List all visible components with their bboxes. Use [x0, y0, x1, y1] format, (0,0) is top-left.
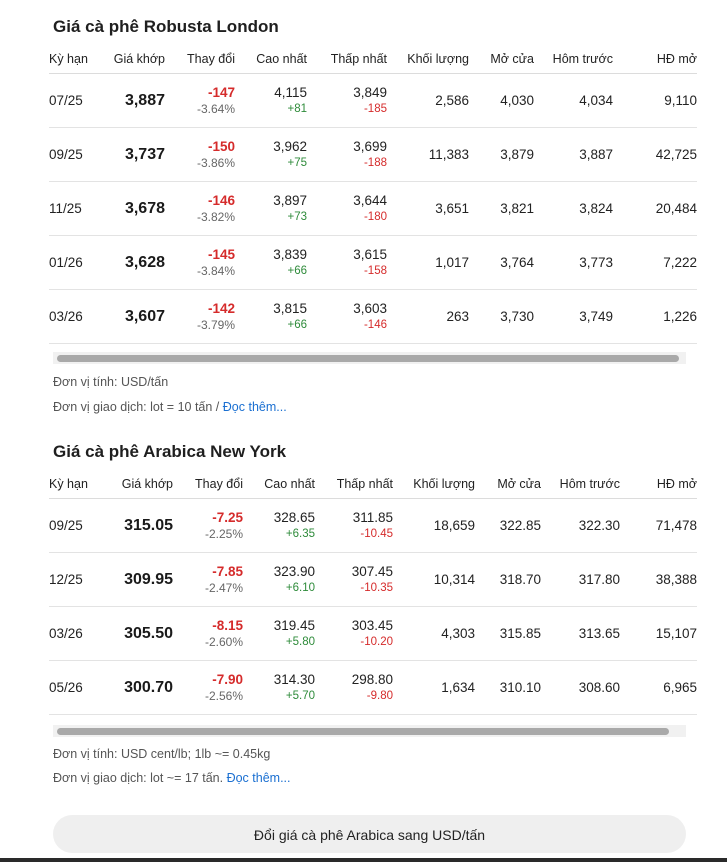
prev-cell: 3,749	[534, 290, 613, 344]
table-row	[49, 607, 697, 661]
change-value: -145	[207, 247, 235, 262]
low-diff: -10.35	[360, 582, 393, 594]
high-diff: +66	[287, 319, 307, 331]
low-cell	[307, 182, 387, 236]
high-cell	[243, 553, 315, 607]
oi-cell: 42,725	[613, 128, 697, 182]
oi-cell: 38,388	[620, 553, 697, 607]
open-cell: 318.70	[475, 553, 541, 607]
open-cell: 3,764	[469, 236, 534, 290]
term-cell: 05/26	[49, 661, 104, 715]
low-value: 3,615	[353, 247, 387, 262]
change-value: -8.15	[212, 618, 243, 633]
arabica-lot-text: Đơn vị giao dịch: lot ~= 17 tấn.	[53, 771, 227, 785]
table-row	[49, 499, 697, 553]
col-term: Kỳ hạn	[49, 45, 99, 74]
high-diff: +73	[287, 211, 307, 223]
table-row	[49, 182, 697, 236]
volume-cell: 18,659	[393, 499, 475, 553]
robusta-unit-note: Đơn vị tính: USD/tấn	[53, 375, 169, 389]
term-cell: 03/26	[49, 607, 104, 661]
volume-cell: 11,383	[387, 128, 469, 182]
change-cell	[165, 182, 235, 236]
high-value: 4,115	[274, 85, 307, 100]
robusta-title: Giá cà phê Robusta London	[53, 17, 279, 36]
table-row	[49, 128, 697, 182]
high-diff: +6.10	[285, 582, 315, 594]
high-cell	[235, 182, 307, 236]
robusta-read-more-link[interactable]: Đọc thêm...	[222, 400, 287, 414]
change-percent: -3.84%	[196, 264, 235, 278]
change-value: -7.25	[212, 510, 243, 525]
low-diff: -185	[363, 103, 387, 115]
oi-cell: 1,226	[613, 290, 697, 344]
oi-cell: 71,478	[620, 499, 697, 553]
prev-cell: 317.80	[541, 553, 620, 607]
low-value: 311.85	[352, 510, 393, 525]
table-row	[49, 236, 697, 290]
low-value: 3,644	[353, 193, 387, 208]
robusta-lot-note	[53, 400, 287, 414]
arabica-table-wrap[interactable]	[49, 470, 697, 715]
arabica-table	[49, 470, 697, 715]
high-diff: +66	[287, 265, 307, 277]
low-diff: -10.45	[360, 528, 393, 540]
oi-cell: 15,107	[620, 607, 697, 661]
oi-cell: 20,484	[613, 182, 697, 236]
high-value: 3,962	[273, 139, 307, 154]
low-diff: -180	[363, 211, 387, 223]
high-value: 3,897	[273, 193, 307, 208]
price-cell: 3,628	[99, 236, 165, 290]
change-cell	[165, 74, 235, 128]
open-cell: 310.10	[475, 661, 541, 715]
low-cell	[307, 236, 387, 290]
term-cell: 01/26	[49, 236, 99, 290]
term-cell: 11/25	[49, 182, 99, 236]
col-oi: HĐ mở	[620, 470, 697, 499]
price-cell: 3,737	[99, 128, 165, 182]
high-diff: +75	[287, 157, 307, 169]
change-cell	[173, 499, 243, 553]
table-row	[49, 74, 697, 128]
low-value: 298.80	[351, 672, 393, 687]
price-cell: 300.70	[104, 661, 173, 715]
col-volume: Khối lượng	[387, 45, 469, 74]
prev-cell: 3,773	[534, 236, 613, 290]
arabica-unit-note: Đơn vị tính: USD cent/lb; 1lb ~= 0.45kg	[53, 747, 271, 761]
open-cell: 4,030	[469, 74, 534, 128]
change-value: -7.90	[212, 672, 243, 687]
volume-cell: 1,634	[393, 661, 475, 715]
low-diff: -10.20	[360, 636, 393, 648]
high-value: 319.45	[273, 618, 315, 633]
term-cell: 03/26	[49, 290, 99, 344]
change-percent: -2.47%	[204, 581, 243, 595]
high-value: 323.90	[273, 564, 315, 579]
col-low: Thấp nhất	[307, 45, 387, 74]
col-high: Cao nhất	[243, 470, 315, 499]
term-cell: 09/25	[49, 128, 99, 182]
robusta-table-wrap[interactable]	[49, 45, 697, 344]
table-row	[49, 553, 697, 607]
price-cell: 309.95	[104, 553, 173, 607]
low-value: 3,603	[353, 301, 387, 316]
oi-cell: 7,222	[613, 236, 697, 290]
arabica-scroll-thumb[interactable]	[57, 728, 669, 735]
low-cell	[315, 499, 393, 553]
high-cell	[243, 661, 315, 715]
low-cell	[315, 553, 393, 607]
change-cell	[165, 236, 235, 290]
robusta-scroll-thumb[interactable]	[57, 355, 679, 362]
robusta-scrollbar[interactable]	[53, 352, 686, 364]
col-change: Thay đổi	[165, 45, 235, 74]
open-cell: 3,730	[469, 290, 534, 344]
low-diff: -9.80	[366, 690, 393, 702]
open-cell: 315.85	[475, 607, 541, 661]
price-cell: 3,678	[99, 182, 165, 236]
low-value: 307.45	[351, 564, 393, 579]
low-cell	[307, 74, 387, 128]
change-value: -146	[207, 193, 235, 208]
price-cell: 3,887	[99, 74, 165, 128]
high-cell	[243, 499, 315, 553]
change-percent: -2.56%	[204, 689, 243, 703]
robusta-header-row	[49, 45, 697, 74]
open-cell: 3,879	[469, 128, 534, 182]
volume-cell: 4,303	[393, 607, 475, 661]
high-value: 3,839	[273, 247, 307, 262]
high-cell	[235, 236, 307, 290]
arabica-title: Giá cà phê Arabica New York	[53, 442, 287, 461]
volume-cell: 1,017	[387, 236, 469, 290]
change-value: -142	[207, 301, 235, 316]
col-term: Kỳ hạn	[49, 470, 104, 499]
high-diff: +81	[287, 103, 307, 115]
term-cell: 09/25	[49, 499, 104, 553]
term-cell: 12/25	[49, 553, 104, 607]
high-cell	[235, 74, 307, 128]
change-value: -150	[207, 139, 235, 154]
change-cell	[173, 607, 243, 661]
arabica-read-more-link[interactable]: Đọc thêm...	[226, 771, 291, 785]
col-open: Mở cửa	[469, 45, 534, 74]
volume-cell: 2,586	[387, 74, 469, 128]
price-cell: 305.50	[104, 607, 173, 661]
col-prev: Hôm trước	[534, 45, 613, 74]
arabica-scrollbar[interactable]	[53, 725, 686, 737]
volume-cell: 263	[387, 290, 469, 344]
col-prev: Hôm trước	[541, 470, 620, 499]
change-cell	[165, 290, 235, 344]
col-oi: HĐ mở	[613, 45, 697, 74]
col-low: Thấp nhất	[315, 470, 393, 499]
low-diff: -146	[363, 319, 387, 331]
prev-cell: 3,824	[534, 182, 613, 236]
volume-cell: 10,314	[393, 553, 475, 607]
price-cell: 3,607	[99, 290, 165, 344]
prev-cell: 313.65	[541, 607, 620, 661]
high-cell	[243, 607, 315, 661]
change-cell	[165, 128, 235, 182]
prev-cell: 308.60	[541, 661, 620, 715]
high-diff: +5.70	[285, 690, 315, 702]
high-cell	[235, 290, 307, 344]
change-percent: -3.86%	[196, 156, 235, 170]
low-diff: -158	[363, 265, 387, 277]
prev-cell: 4,034	[534, 74, 613, 128]
low-cell	[307, 128, 387, 182]
low-diff: -188	[363, 157, 387, 169]
prev-cell: 322.30	[541, 499, 620, 553]
prev-cell: 3,887	[534, 128, 613, 182]
table-row	[49, 661, 697, 715]
price-cell: 315.05	[104, 499, 173, 553]
col-price: Giá khớp	[99, 45, 165, 74]
robusta-table	[49, 45, 697, 344]
change-percent: -2.25%	[204, 527, 243, 541]
open-cell: 3,821	[469, 182, 534, 236]
oi-cell: 9,110	[613, 74, 697, 128]
robusta-lot-text: Đơn vị giao dịch: lot = 10 tấn /	[53, 400, 223, 414]
low-value: 3,849	[353, 85, 387, 100]
arabica-lot-note	[53, 771, 291, 785]
high-diff: +5.80	[285, 636, 315, 648]
term-cell: 07/25	[49, 74, 99, 128]
convert-arabica-button[interactable]: Đổi giá cà phê Arabica sang USD/tấn	[53, 815, 686, 853]
table-row	[49, 290, 697, 344]
col-price: Giá khớp	[104, 470, 173, 499]
low-cell	[307, 290, 387, 344]
high-diff: +6.35	[285, 528, 315, 540]
high-value: 314.30	[273, 672, 315, 687]
change-cell	[173, 661, 243, 715]
high-value: 3,815	[273, 301, 307, 316]
high-cell	[235, 128, 307, 182]
col-change: Thay đổi	[173, 470, 243, 499]
oi-cell: 6,965	[620, 661, 697, 715]
open-cell: 322.85	[475, 499, 541, 553]
change-percent: -3.82%	[196, 210, 235, 224]
low-cell	[315, 607, 393, 661]
change-cell	[173, 553, 243, 607]
high-value: 328.65	[273, 510, 315, 525]
change-percent: -3.64%	[196, 102, 235, 116]
volume-cell: 3,651	[387, 182, 469, 236]
col-volume: Khối lượng	[393, 470, 475, 499]
low-cell	[315, 661, 393, 715]
change-value: -147	[207, 85, 235, 100]
change-value: -7.85	[212, 564, 243, 579]
arabica-header-row	[49, 470, 697, 499]
change-percent: -2.60%	[204, 635, 243, 649]
col-open: Mở cửa	[475, 470, 541, 499]
change-percent: -3.79%	[196, 318, 235, 332]
low-value: 303.45	[351, 618, 393, 633]
col-high: Cao nhất	[235, 45, 307, 74]
low-value: 3,699	[353, 139, 387, 154]
bottom-edge-bar	[0, 858, 727, 862]
